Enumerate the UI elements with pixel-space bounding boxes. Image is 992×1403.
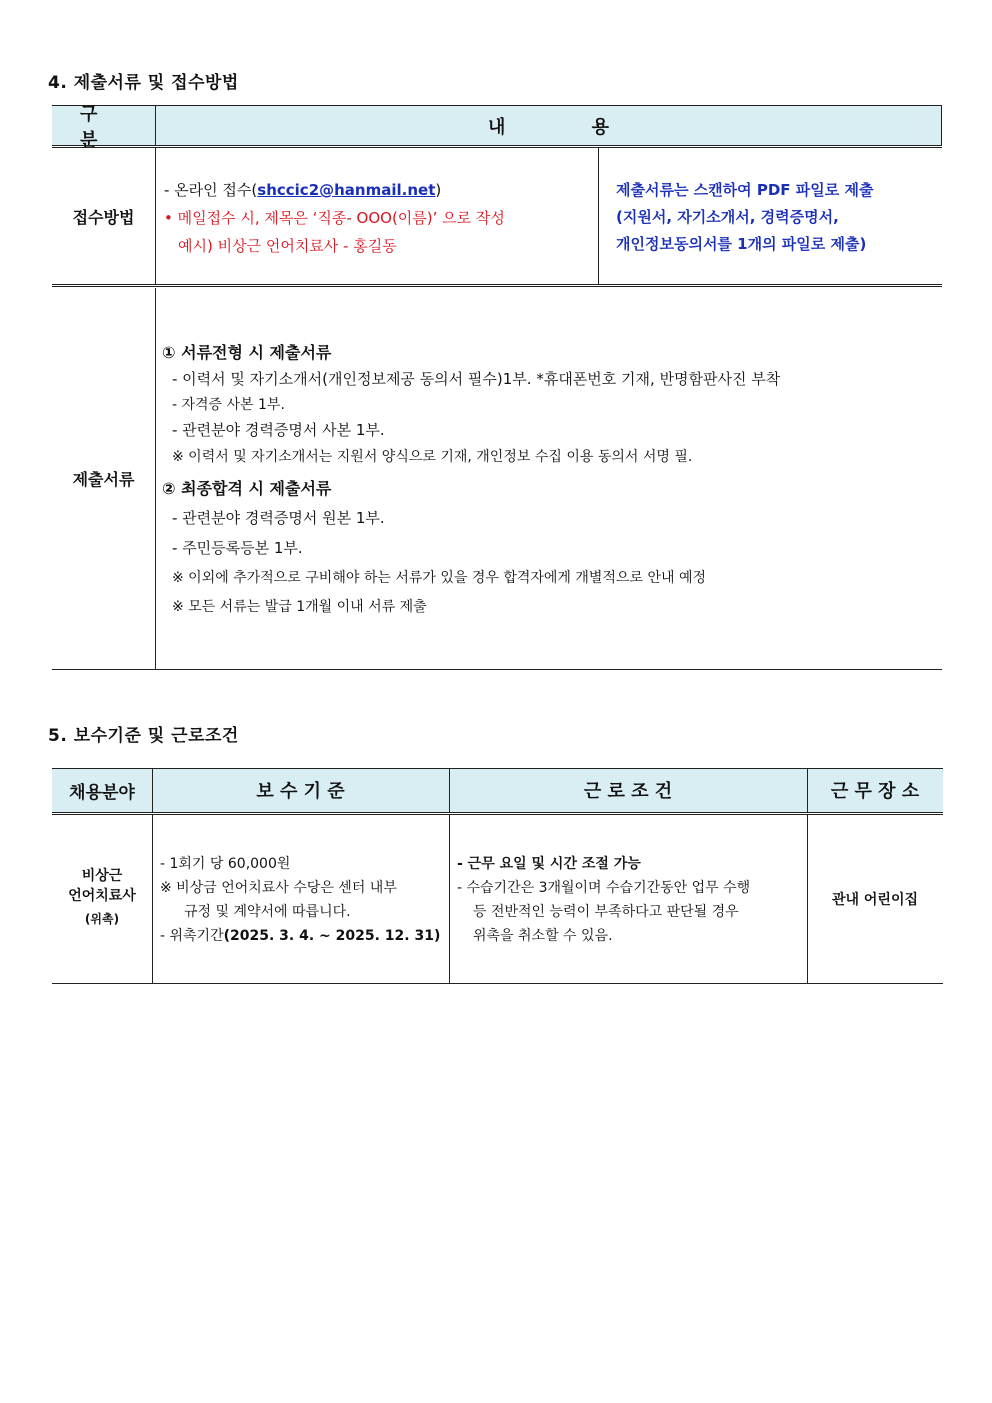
stage2-note: ※ 이외에 추가적으로 구비해야 하는 서류가 있을 경우 합격자에게 개별적으로 안내 예정 xyxy=(172,570,707,586)
condition-probation: - 수습기간은 3개월이며 수습기간동안 업무 수행 xyxy=(457,880,751,896)
pay-per-session: - 1회기 당 60,000원 xyxy=(160,856,291,872)
pay-note: ※ 비상금 언어치료사 수당은 센터 내부 xyxy=(160,880,397,896)
condition-probation-cont: 위촉을 취소할 수 있음. xyxy=(473,928,613,944)
receipt-method-label: 접수방법 xyxy=(72,208,135,227)
appointment-period: - 위촉기간(2025. 3. 4. ~ 2025. 12. 31) xyxy=(160,928,441,944)
header-conditions: 근 로 조 건 xyxy=(449,768,807,812)
email-link[interactable]: shccic2@hanmail.net xyxy=(257,181,436,199)
stage1-item: - 이력서 및 자기소개서(개인정보제공 동의서 필수)1부. *휴대폰번호 기재, 반명함판사진 부착 xyxy=(172,370,781,388)
online-receipt: - 온라인 접수(shccic2@hanmail.net) xyxy=(164,181,442,199)
header-category: 구 분 xyxy=(52,105,155,146)
stage1-title: ① 서류전형 시 제출서류 xyxy=(162,343,332,362)
section5-title: 5. 보수기준 및 근로조건 xyxy=(48,726,239,746)
stage2-item: - 관련분야 경력증명서 원본 1부. xyxy=(172,509,385,527)
condition-probation-cont: 등 전반적인 능력이 부족하다고 판단될 경우 xyxy=(473,904,739,920)
stage2-note: ※ 모든 서류는 발급 1개월 이내 서류 제출 xyxy=(172,599,427,615)
stage1-item: - 자격증 사본 1부. xyxy=(172,397,285,413)
stage1-note: ※ 이력서 및 자기소개서는 지원서 양식으로 기재, 개인정보 수집 이용 동의서 서명 필. xyxy=(172,449,693,465)
work-location: 관내 어린이집 xyxy=(831,892,919,908)
documents-label: 제출서류 xyxy=(72,470,135,489)
section4-title: 4. 제출서류 및 접수방법 xyxy=(48,73,239,93)
condition-flexible: - 근무 요일 및 시간 조절 가능 xyxy=(457,856,641,872)
header-pay: 보 수 기 준 xyxy=(152,768,449,812)
header-content: 내 용 xyxy=(155,105,942,146)
pdf-note-line3: 개인정보동의서를 1개의 파일로 제출) xyxy=(616,235,867,253)
pdf-note-line2: (지원서, 자기소개서, 경력증명서, xyxy=(616,208,839,226)
pay-note-cont: 규정 및 계약서에 따릅니다. xyxy=(184,904,351,920)
stage2-title: ② 최종합격 시 제출서류 xyxy=(162,479,332,498)
pdf-note-line1: 제출서류는 스캔하여 PDF 파일로 제출 xyxy=(616,181,874,199)
header-field: 채용분야 xyxy=(52,768,152,812)
stage2-item: - 주민등록등본 1부. xyxy=(172,539,303,557)
job-field: 비상근 언어치료사 (위촉) xyxy=(68,868,136,926)
mail-subject-example: 예시) 비상근 언어치료사 - 홍길동 xyxy=(178,237,397,255)
header-location: 근 무 장 소 xyxy=(807,768,943,812)
stage1-item: - 관련분야 경력증명서 사본 1부. xyxy=(172,421,385,439)
mail-subject-rule: • 메일접수 시, 제목은 ‘직종- OOO(이름)’ 으로 작성 xyxy=(164,209,505,227)
